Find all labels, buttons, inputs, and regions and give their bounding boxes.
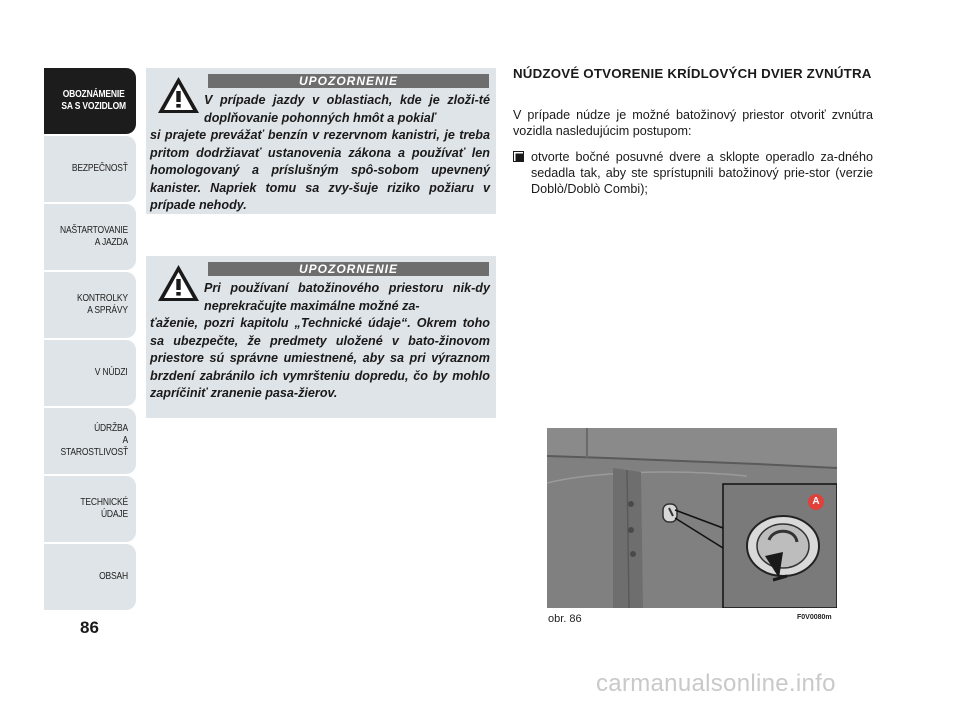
tab-label: KONTROLKY A SPRÁVY bbox=[77, 293, 128, 316]
tab-label: BEZPEČNOSŤ bbox=[72, 163, 128, 174]
figure-caption: obr. 86 bbox=[548, 613, 582, 625]
figure-illustration bbox=[547, 428, 837, 608]
bullet-text: otvorte bočné posuvné dvere a sklopte operadlo za-dného sedadla tak, aby ste sprístupnili batožinový prie-stor (verzie Doblò/Doblò Combi); bbox=[531, 150, 873, 196]
tab-technicke-udaje[interactable] bbox=[44, 476, 136, 542]
warning-text-indented: V prípade jazdy v oblastiach, kde je zloži-té doplňovanie pohonných hmôt a pokiaľ bbox=[204, 93, 490, 125]
callout-a bbox=[808, 494, 824, 510]
section-heading: NÚDZOVÉ OTVORENIE KRÍDLOVÝCH DVIER ZVNÚTRA bbox=[513, 66, 872, 81]
tab-kontrolky[interactable] bbox=[44, 272, 136, 338]
tab-label: V NÚDZI bbox=[95, 367, 128, 378]
tab-label: NAŠTARTOVANIE A JAZDA bbox=[59, 225, 128, 248]
warning-header: UPOZORNENIE bbox=[208, 74, 489, 88]
callout-label: A bbox=[812, 496, 820, 507]
door-latch-illustration bbox=[547, 428, 837, 608]
tab-obsah[interactable] bbox=[44, 544, 136, 610]
warning-text-body: ťaženie, pozri kapitolu „Technické údaje“. Okrem toho sa ubezpečte, že predmety uložené v bato-žinovom priestore sú správne umiestnené, aby sa pri výraznom brzdení zabránilo ich vymršteniu dopredu, čo by mohlo zapríčiniť zranenie pasa-žierov. bbox=[150, 316, 490, 400]
warning-box-load bbox=[146, 256, 496, 418]
page-number: 86 bbox=[80, 618, 99, 637]
warning-text-body: si prajete prevážať benzín v rezervnom kanistri, je treba pritom dodržiavať ustanovenia zákona a používať len homologovaný a príslušným spô-sobom upevnený kanister. Napriek tomu sa zvy-šuje riziko požiaru v prípade nehody. bbox=[150, 128, 490, 212]
tab-v-nudzi[interactable] bbox=[44, 340, 136, 406]
bullet-item bbox=[513, 149, 873, 197]
checkbox-bullet-icon bbox=[513, 151, 524, 162]
tab-label: OBOZNÁMENIE SA S VOZIDLOM bbox=[61, 89, 126, 112]
tab-bezpecnost[interactable] bbox=[44, 136, 136, 202]
tab-label: ÚDRŽBA A STAROSTLIVOSŤ bbox=[60, 423, 128, 458]
tab-udrzba[interactable] bbox=[44, 408, 136, 474]
section-intro: V prípade núdze je možné batožinový priestor otvoriť zvnútra vozidla nasledujúcim postupom: bbox=[513, 108, 873, 138]
warning-text bbox=[150, 92, 490, 215]
watermark: carmanualsonline.info bbox=[596, 670, 836, 697]
warning-box-fuel bbox=[146, 68, 496, 214]
tab-nastartovanie[interactable] bbox=[44, 204, 136, 270]
tab-label: OBSAH bbox=[99, 571, 128, 582]
warning-text bbox=[150, 280, 490, 403]
warning-text-indented: Pri používaní batožinového priestoru nik-dy neprekračujte maximálne možné za- bbox=[204, 281, 490, 313]
tab-oboznamenie[interactable] bbox=[44, 68, 136, 134]
warning-header: UPOZORNENIE bbox=[208, 262, 489, 276]
tab-label: TECHNICKÉ ÚDAJE bbox=[80, 497, 128, 520]
figure-code: F0V0080m bbox=[797, 614, 832, 621]
